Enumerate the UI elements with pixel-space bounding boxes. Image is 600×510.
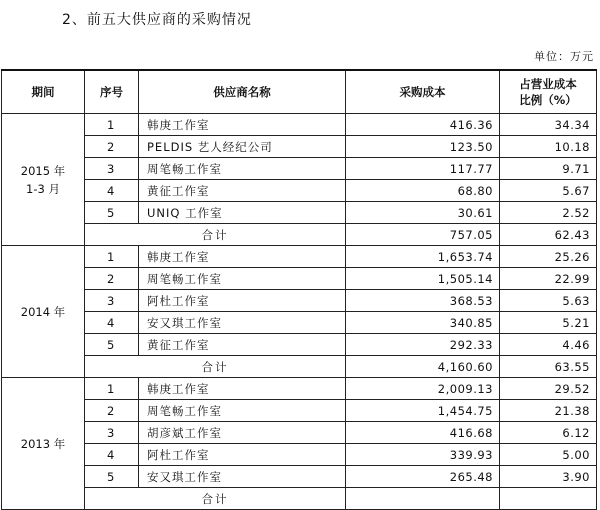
cost-cell: 416.68 (346, 422, 500, 444)
supplier-cell: 胡彦斌工作室 (139, 422, 346, 444)
supplier-cell: 黄征工作室 (139, 180, 346, 202)
ratio-cell: 6.12 (500, 422, 597, 444)
seq-cell: 5 (85, 202, 139, 224)
ratio-cell: 34.34 (500, 114, 597, 136)
table-row (2, 466, 597, 488)
header-ratio (500, 70, 597, 114)
cost-cell: 68.80 (346, 180, 500, 202)
period-line2: 1-3 月 (26, 181, 60, 196)
table-row (2, 180, 597, 202)
ratio-cell: 29.52 (500, 378, 597, 400)
seq-cell: 3 (85, 158, 139, 180)
cost-cell: 339.93 (346, 444, 500, 466)
supplier-cell: 阿杜工作室 (139, 290, 346, 312)
period-cell (2, 114, 85, 246)
section-heading: 2、前五大供应商的采购情况 (62, 12, 252, 28)
seq-cell: 4 (85, 312, 139, 334)
ratio-cell: 10.18 (500, 136, 597, 158)
ratio-cell: 5.67 (500, 180, 597, 202)
table-row (2, 202, 597, 224)
table-row (2, 312, 597, 334)
ratio-cell: 21.38 (500, 400, 597, 422)
total-row (2, 488, 597, 510)
supplier-table (1, 69, 597, 510)
total-cost-cell: 4,160.60 (346, 356, 500, 378)
total-label: 合计 (85, 488, 346, 510)
seq-cell: 4 (85, 180, 139, 202)
supplier-cell: 周笔畅工作室 (139, 158, 346, 180)
cost-cell: 1,505.14 (346, 268, 500, 290)
header-ratio-line1: 占营业成本 (519, 77, 577, 91)
period-cell (2, 378, 85, 510)
cost-cell: 117.77 (346, 158, 500, 180)
ratio-cell: 5.21 (500, 312, 597, 334)
table-row (2, 378, 597, 400)
cost-cell: 1,653.74 (346, 246, 500, 268)
period-line1: 2015 年 (20, 163, 66, 178)
cost-cell: 292.33 (346, 334, 500, 356)
total-ratio-cell (500, 488, 597, 510)
cost-cell: 1,454.75 (346, 400, 500, 422)
cost-cell: 340.85 (346, 312, 500, 334)
header-ratio-line2: 比例（%） (519, 93, 577, 107)
supplier-cell: 安又琪工作室 (139, 312, 346, 334)
seq-cell: 5 (85, 466, 139, 488)
table-row (2, 246, 597, 268)
table-row (2, 136, 597, 158)
ratio-cell: 5.00 (500, 444, 597, 466)
ratio-cell: 4.46 (500, 334, 597, 356)
unit-label: 单位：万元 (534, 50, 594, 63)
seq-cell: 1 (85, 378, 139, 400)
table-row (2, 290, 597, 312)
total-row (2, 224, 597, 246)
table-row (2, 114, 597, 136)
ratio-cell: 22.99 (500, 268, 597, 290)
period-line1: 2014 年 (20, 304, 66, 319)
supplier-cell: 韩庚工作室 (139, 378, 346, 400)
table-row (2, 444, 597, 466)
supplier-cell: 韩庚工作室 (139, 114, 346, 136)
cost-cell: 123.50 (346, 136, 500, 158)
total-ratio-cell: 62.43 (500, 224, 597, 246)
header-period: 期间 (2, 70, 85, 114)
seq-cell: 1 (85, 114, 139, 136)
table-row (2, 422, 597, 444)
total-row (2, 356, 597, 378)
table-row (2, 158, 597, 180)
seq-cell: 2 (85, 136, 139, 158)
period-cell (2, 246, 85, 378)
ratio-cell: 5.63 (500, 290, 597, 312)
cost-cell: 265.48 (346, 466, 500, 488)
table-body (2, 114, 597, 510)
ratio-cell: 25.26 (500, 246, 597, 268)
total-label: 合计 (85, 356, 346, 378)
seq-cell: 4 (85, 444, 139, 466)
header-seq: 序号 (85, 70, 139, 114)
cost-cell: 2,009.13 (346, 378, 500, 400)
seq-cell: 1 (85, 246, 139, 268)
total-cost-cell: 757.05 (346, 224, 500, 246)
table-row (2, 334, 597, 356)
seq-cell: 3 (85, 290, 139, 312)
supplier-cell: 黄征工作室 (139, 334, 346, 356)
table-row (2, 268, 597, 290)
seq-cell: 5 (85, 334, 139, 356)
seq-cell: 3 (85, 422, 139, 444)
supplier-cell: 阿杜工作室 (139, 444, 346, 466)
supplier-cell: PELDIS 艺人经纪公司 (139, 136, 346, 158)
period-line1: 2013 年 (20, 436, 66, 451)
total-label: 合计 (85, 224, 346, 246)
seq-cell: 2 (85, 268, 139, 290)
header-supplier: 供应商名称 (139, 70, 346, 114)
header-cost: 采购成本 (346, 70, 500, 114)
supplier-cell: 安又琪工作室 (139, 466, 346, 488)
ratio-cell: 3.90 (500, 466, 597, 488)
total-ratio-cell: 63.55 (500, 356, 597, 378)
seq-cell: 2 (85, 400, 139, 422)
supplier-cell: UNIQ 工作室 (139, 202, 346, 224)
cost-cell: 368.53 (346, 290, 500, 312)
ratio-cell: 2.52 (500, 202, 597, 224)
table-header-row (2, 70, 597, 114)
cost-cell: 30.61 (346, 202, 500, 224)
supplier-cell: 周笔畅工作室 (139, 268, 346, 290)
cost-cell: 416.36 (346, 114, 500, 136)
total-cost-cell (346, 488, 500, 510)
table-row (2, 400, 597, 422)
supplier-cell: 周笔畅工作室 (139, 400, 346, 422)
supplier-cell: 韩庚工作室 (139, 246, 346, 268)
ratio-cell: 9.71 (500, 158, 597, 180)
